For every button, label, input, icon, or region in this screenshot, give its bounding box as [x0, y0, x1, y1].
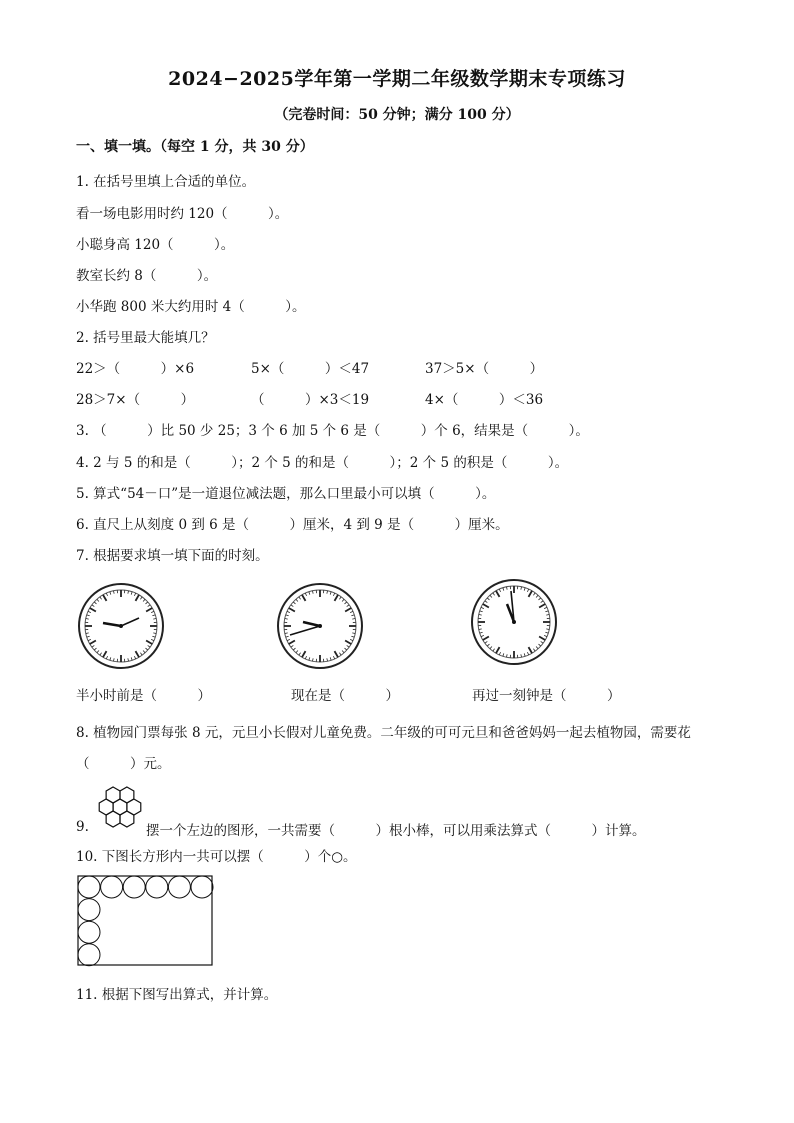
- q7-label-2: 现在是（ ）: [291, 688, 399, 704]
- clock-icon-3: [470, 578, 558, 666]
- q2-r1c3: 37＞5×（ ）: [425, 361, 544, 377]
- hexagon-cell: [106, 811, 120, 827]
- clock-icon-2: [276, 582, 364, 670]
- hexagon-cell: [120, 787, 134, 803]
- q6: 6. 直尺上从刻度 0 到 6 是（ ）厘米，4 到 9 是（ ）厘米。: [76, 517, 509, 533]
- hexagon-cell: [120, 811, 134, 827]
- q7-label-1: 半小时前是（ ）: [76, 688, 211, 704]
- q2-r2c1: 28＞7×（ ）: [76, 392, 195, 408]
- q2-r2c3: 4×（ ）＜36: [425, 392, 544, 408]
- q2-stem: 2. 括号里最大能填几？: [76, 330, 215, 346]
- q7-label-3: 再过一刻钟是（ ）: [472, 688, 621, 704]
- q11: 11. 根据下图写出算式，并计算。: [76, 987, 278, 1003]
- q2-r1c2: 5×（ ）＜47: [251, 361, 370, 377]
- hexagon-icon: [94, 781, 146, 833]
- q1-item-a: 看一场电影用时约 120（ ）。: [76, 206, 289, 222]
- q8-line-2: （ ）元。: [76, 756, 171, 772]
- q1-item-d: 小华跑 800 米大约用时 4（ ）。: [76, 299, 306, 315]
- q4: 4. 2 与 5 的和是（ ）；2 个 5 的和是（ ）；2 个 5 的积是（ ）。: [76, 455, 569, 471]
- q5: 5. 算式“54－口”是一道退位减法题，那么口里最小可以填（ ）。: [76, 486, 496, 502]
- q10: 10. 下图长方形内一共可以摆（ ）个○。: [76, 849, 357, 865]
- hexagon-cell: [106, 787, 120, 803]
- rectangle-circles-figure: [77, 875, 213, 967]
- q8-line-1: 8. 植物园门票每张 8 元，元旦小长假对儿童免费。二年级的可可元旦和爸爸妈妈一起去植物园，需要花: [76, 725, 691, 741]
- q9-number: 9.: [76, 819, 89, 835]
- q9-text: 摆一个左边的图形，一共需要（ ）根小棒，可以用乘法算式（ ）计算。: [146, 823, 646, 839]
- clock-icon-1: [77, 582, 165, 670]
- q2-r2c2: （ ）×3＜19: [251, 392, 370, 408]
- page-title: 2024−2025学年第一学期二年级数学期末专项练习: [168, 68, 626, 90]
- q1-item-b: 小聪身高 120（ ）。: [76, 237, 235, 253]
- q3: 3. （ ）比 50 少 25；3 个 6 加 5 个 6 是（ ）个 6，结果是（ ）。: [76, 423, 589, 439]
- page-subtitle: （完卷时间：50 分钟；满分 100 分）: [274, 107, 520, 123]
- q1-item-c: 教室长约 8（ ）。: [76, 268, 218, 284]
- q2-r1c1: 22＞（ ）×6: [76, 361, 195, 377]
- section-heading: 一、填一填。（每空 1 分，共 30 分）: [76, 139, 314, 155]
- q7-stem: 7. 根据要求填一填下面的时刻。: [76, 548, 269, 564]
- q1-stem: 1. 在括号里填上合适的单位。: [76, 174, 256, 190]
